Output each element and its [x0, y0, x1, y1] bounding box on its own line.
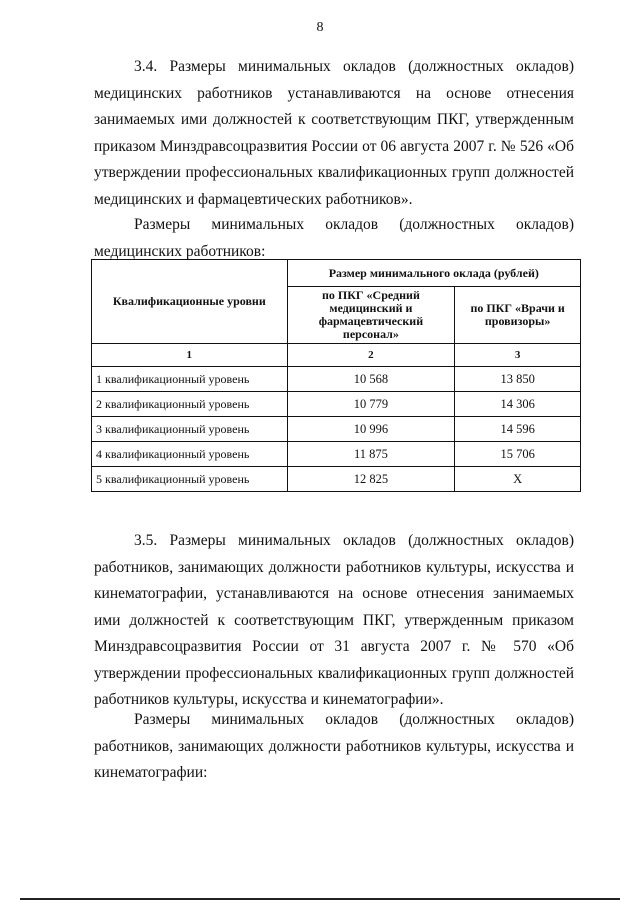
cell-doc-salary: 15 706 — [455, 442, 581, 467]
cell-mid-salary: 10 779 — [287, 392, 455, 417]
paragraph-3-5-text: 3.5. Размеры минимальных окладов (должностных окладов) работников, занимающих должности работников культуры, искусства и кинематографии, устанавливаются на основе отнесения занимаемых ими должностей к соответствующим ПКГ, утвержденным приказом Минздравсоцразвития России от 31 августа 2007 г. № 570 «Об утверждении профессиональных квалификационных групп должностей работников культуры, искусства и кинематографии». — [94, 532, 574, 708]
paragraph-3-4 — [94, 54, 574, 213]
cell-doc-salary: 14 596 — [455, 417, 581, 442]
cell-mid-salary: 10 996 — [287, 417, 455, 442]
table-row — [92, 367, 581, 392]
paragraph-3-4-text: 3.4. Размеры минимальных окладов (должностных окладов) медицинских работников устанавливаются на основе отнесения занимаемых ими должностей к соответствующим ПКГ, утвержденным приказом Минздравсоцразвития России от 06 августа 2007 г. № 526 «Об утверждении профессиональных квалификационных групп должностей медицинских и фармацевтических работников». — [94, 58, 574, 208]
page-number: 8 — [316, 20, 324, 35]
column-number: 2 — [287, 344, 455, 367]
table-row — [92, 392, 581, 417]
cell-mid-salary: 11 875 — [287, 442, 455, 467]
cell-level: 2 квалификационный уровень — [92, 392, 288, 417]
header-salary-group: Размер минимального оклада (рублей) — [287, 260, 580, 287]
cell-level: 5 квалификационный уровень — [92, 467, 288, 492]
column-number: 3 — [455, 344, 581, 367]
table-row — [92, 467, 581, 492]
cell-doc-salary: Х — [455, 467, 581, 492]
table-row — [92, 442, 581, 467]
cell-doc-salary: 13 850 — [455, 367, 581, 392]
table-header-row — [92, 260, 581, 287]
cell-mid-salary: 10 568 — [287, 367, 455, 392]
paragraph-culture-intro-text: Размеры минимальных окладов (должностных окладов) работников, занимающих должности работников культуры, искусства и кинематографии: — [94, 711, 574, 781]
cell-level: 1 квалификационный уровень — [92, 367, 288, 392]
paragraph-table-intro-text: Размеры минимальных окладов (должностных окладов) медицинских работников: — [94, 216, 574, 260]
table-column-numbers-row — [92, 344, 581, 367]
column-number: 1 — [92, 344, 288, 367]
cell-level: 3 квалификационный уровень — [92, 417, 288, 442]
header-qualification-levels: Квалификационные уровни — [92, 260, 288, 344]
cell-doc-salary: 14 306 — [455, 392, 581, 417]
paragraph-table-intro — [94, 212, 574, 265]
table-row — [92, 417, 581, 442]
header-mid-personnel: по ПКГ «Средний медицинский и фармацевтический персонал» — [287, 287, 455, 344]
cell-level: 4 квалификационный уровень — [92, 442, 288, 467]
paragraph-3-5 — [94, 528, 574, 714]
salary-table — [91, 259, 581, 492]
cell-mid-salary: 12 825 — [287, 467, 455, 492]
paragraph-culture-intro — [94, 707, 574, 787]
header-doctors: по ПКГ «Врачи и провизоры» — [455, 287, 581, 344]
page-bottom-edge — [20, 898, 620, 900]
